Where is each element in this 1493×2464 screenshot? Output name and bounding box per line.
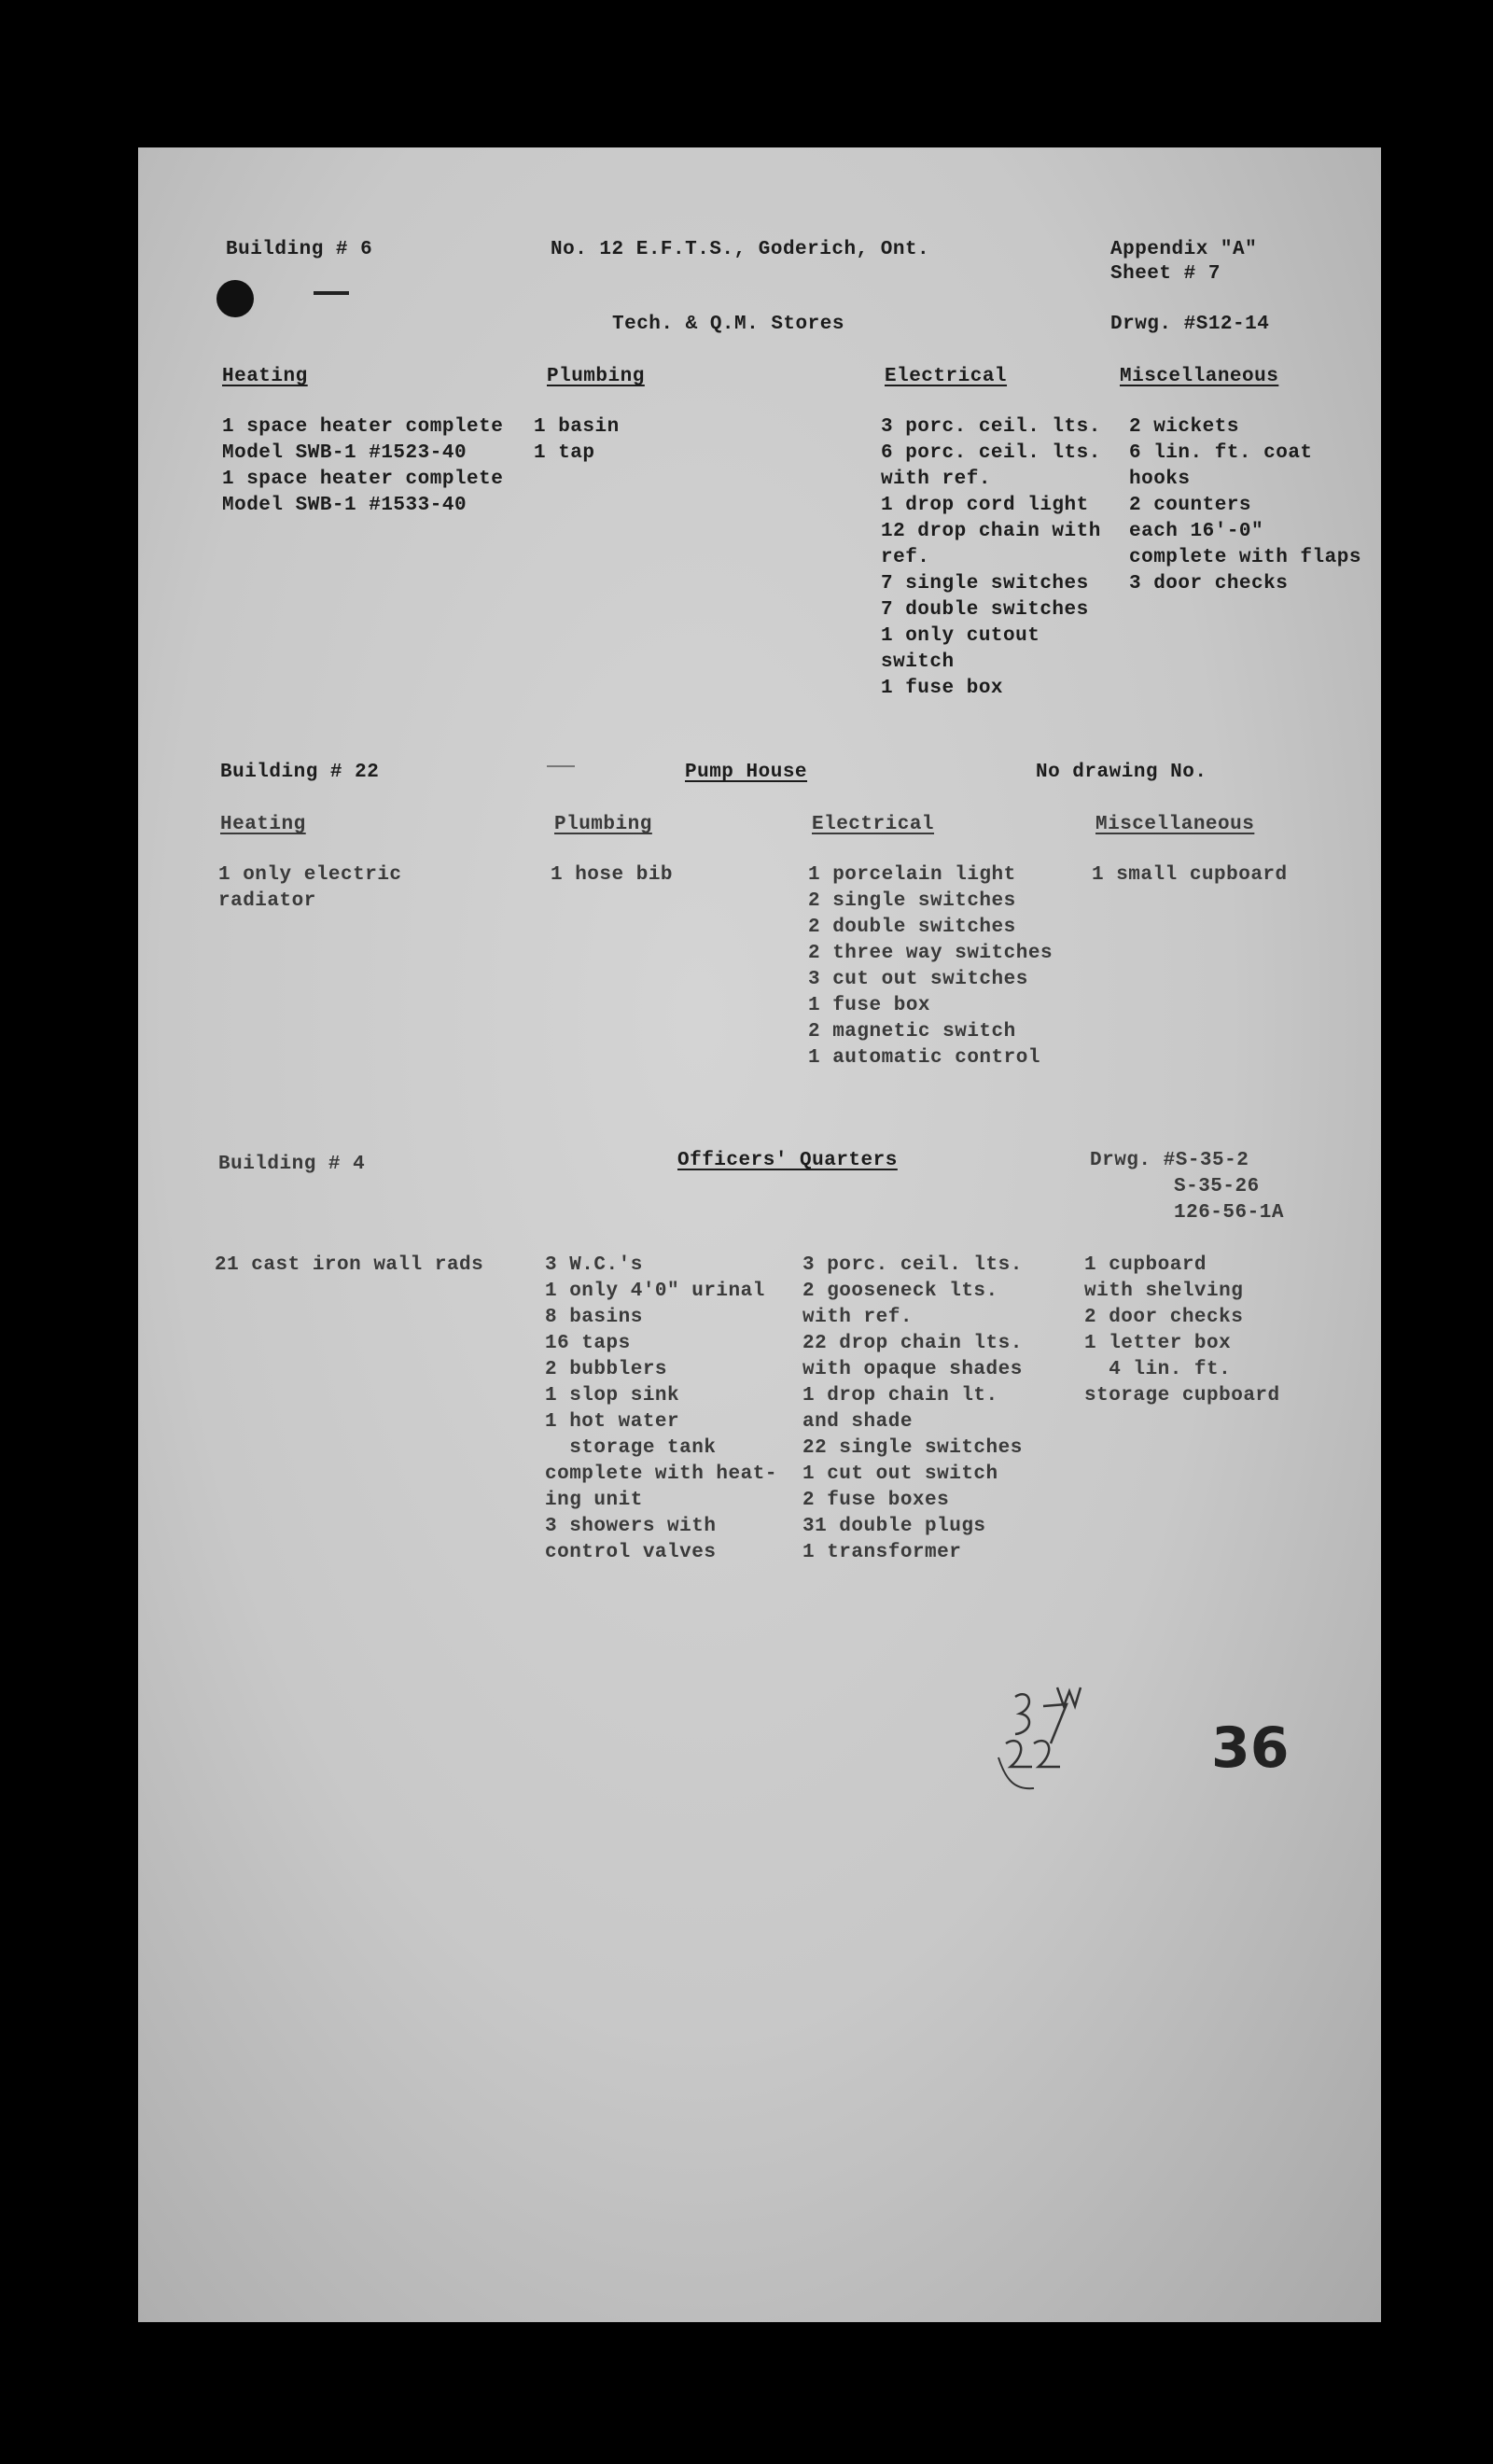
- list-item: 3 W.C.'s: [545, 1254, 643, 1276]
- building-4-label: Building # 4: [218, 1154, 366, 1175]
- list-item: 2 single switches: [808, 890, 1016, 912]
- list-item: with shelving: [1084, 1281, 1244, 1302]
- list-item: Model SWB-1 #1523-40: [222, 442, 467, 464]
- drawing-line: 126-56-1A: [1174, 1202, 1284, 1224]
- plumbing-list: [545, 1253, 777, 1566]
- ink-smudge: [547, 765, 575, 767]
- list-item: 1 space heater complete: [222, 469, 504, 490]
- pump-house-title: Pump House: [685, 762, 808, 783]
- document-page: [138, 147, 1381, 2322]
- heading-plumbing: Plumbing: [554, 814, 652, 835]
- list-item: 8 basins: [545, 1307, 643, 1328]
- list-item: 2 bubblers: [545, 1359, 668, 1380]
- electrical-list: [808, 862, 1053, 1071]
- drawing-line: Drwg. #S-35-2: [1090, 1150, 1249, 1171]
- list-item: 1 cut out switch: [802, 1463, 998, 1485]
- list-item: 1 drop cord light: [881, 495, 1089, 516]
- miscellaneous-list: [1084, 1253, 1280, 1409]
- officers-quarters-title: Officers' Quarters: [677, 1150, 898, 1171]
- list-item: 1 only 4'0" urinal: [545, 1281, 765, 1302]
- list-item: 16 taps: [545, 1333, 631, 1354]
- list-item: 12 drop chain with: [881, 521, 1101, 542]
- list-item: ref.: [881, 547, 930, 568]
- list-item: 22 drop chain lts.: [802, 1333, 1023, 1354]
- list-item: 6 lin. ft. coat: [1129, 442, 1313, 464]
- heading-heating: Heating: [222, 366, 308, 387]
- list-item: 2 door checks: [1084, 1307, 1244, 1328]
- list-item: 1 basin: [534, 416, 620, 438]
- list-item: 22 single switches: [802, 1437, 1023, 1459]
- list-item: 1 fuse box: [808, 995, 931, 1016]
- list-item: 1 porcelain light: [808, 864, 1016, 886]
- drawing-number: Drwg. #S12-14: [1110, 314, 1270, 335]
- list-item: complete with flaps: [1129, 547, 1361, 568]
- heading-electrical: Electrical: [885, 366, 1008, 387]
- list-item: 3 cut out switches: [808, 969, 1028, 990]
- list-item: 1 automatic control: [808, 1047, 1040, 1069]
- heading-heating: Heating: [220, 814, 306, 835]
- no-drawing-label: No drawing No.: [1036, 762, 1207, 783]
- appendix-label: Appendix "A": [1110, 239, 1258, 260]
- list-item: each 16'-0": [1129, 521, 1264, 542]
- plumbing-list: [551, 862, 673, 889]
- list-item: 1 only cutout: [881, 625, 1040, 647]
- list-item: with ref.: [802, 1307, 913, 1328]
- building-22-label: Building # 22: [220, 762, 380, 783]
- heating-list: [222, 414, 558, 519]
- list-item: control valves: [545, 1542, 717, 1563]
- miscellaneous-list: [1092, 862, 1288, 889]
- miscellaneous-list: [1129, 414, 1361, 597]
- drawing-line: S-35-26: [1174, 1176, 1260, 1197]
- handwritten-note: [978, 1678, 1090, 1818]
- list-item: ing unit: [545, 1490, 643, 1511]
- ink-blot: [216, 280, 254, 317]
- list-item: 1 transformer: [802, 1542, 962, 1563]
- heading-miscellaneous: Miscellaneous: [1120, 366, 1279, 387]
- list-item: 1 drop chain lt.: [802, 1385, 998, 1407]
- list-item: 2 three way switches: [808, 943, 1053, 964]
- drawing-numbers: [1090, 1148, 1284, 1226]
- list-item: 3 showers with: [545, 1516, 717, 1537]
- list-item: 3 porc. ceil. lts.: [881, 416, 1101, 438]
- school-name: No. 12 E.F.T.S., Goderich, Ont.: [551, 239, 930, 260]
- building-6-label: Building # 6: [226, 239, 373, 260]
- list-item: hooks: [1129, 469, 1191, 490]
- list-item: with opaque shades: [802, 1359, 1023, 1380]
- list-item: 1 space heater complete: [222, 416, 504, 438]
- heading-miscellaneous: Miscellaneous: [1095, 814, 1255, 835]
- list-item: 1 tap: [534, 442, 595, 464]
- list-item: radiator: [218, 890, 316, 912]
- list-item: 6 porc. ceil. lts.: [881, 442, 1101, 464]
- list-item: 1 small cupboard: [1092, 864, 1288, 886]
- list-item: 1 only electric: [218, 864, 402, 886]
- list-item: 1 hot water: [545, 1411, 680, 1433]
- heading-electrical: Electrical: [812, 814, 935, 835]
- list-item: 4 lin. ft.: [1084, 1359, 1232, 1380]
- list-item: 2 fuse boxes: [802, 1490, 950, 1511]
- plumbing-list: [534, 414, 620, 467]
- list-item: 21 cast iron wall rads: [215, 1254, 484, 1276]
- list-item: 1 cupboard: [1084, 1254, 1207, 1276]
- list-item: complete with heat-: [545, 1463, 777, 1485]
- handwritten-scribble: [978, 1678, 1090, 1818]
- ink-dash: [314, 291, 349, 295]
- tech-stores-title: Tech. & Q.M. Stores: [612, 314, 844, 335]
- list-item: storage cupboard: [1084, 1385, 1280, 1407]
- list-item: with ref.: [881, 469, 991, 490]
- list-item: 7 single switches: [881, 573, 1089, 595]
- list-item: 2 gooseneck lts.: [802, 1281, 998, 1302]
- list-item: storage tank: [545, 1437, 717, 1459]
- heating-list: [218, 862, 402, 915]
- list-item: 1 fuse box: [881, 678, 1004, 699]
- electrical-list: [802, 1253, 1023, 1566]
- list-item: 1 letter box: [1084, 1333, 1232, 1354]
- list-item: 3 porc. ceil. lts.: [802, 1254, 1023, 1276]
- electrical-list: [881, 414, 1101, 702]
- heading-plumbing: Plumbing: [547, 366, 645, 387]
- list-item: and shade: [802, 1411, 913, 1433]
- list-item: 2 wickets: [1129, 416, 1239, 438]
- list-item: 2 magnetic switch: [808, 1021, 1016, 1043]
- list-item: switch: [881, 651, 955, 673]
- list-item: 31 double plugs: [802, 1516, 986, 1537]
- list-item: 3 door checks: [1129, 573, 1289, 595]
- list-item: 1 slop sink: [545, 1385, 680, 1407]
- sheet-number: Sheet # 7: [1110, 263, 1221, 285]
- list-item: 2 double switches: [808, 917, 1016, 938]
- list-item: Model SWB-1 #1533-40: [222, 495, 467, 516]
- heating-list: [215, 1253, 483, 1279]
- handwritten-page-number: 36: [1211, 1715, 1290, 1781]
- list-item: 1 hose bib: [551, 864, 674, 886]
- list-item: 7 double switches: [881, 599, 1089, 621]
- list-item: 2 counters: [1129, 495, 1252, 516]
